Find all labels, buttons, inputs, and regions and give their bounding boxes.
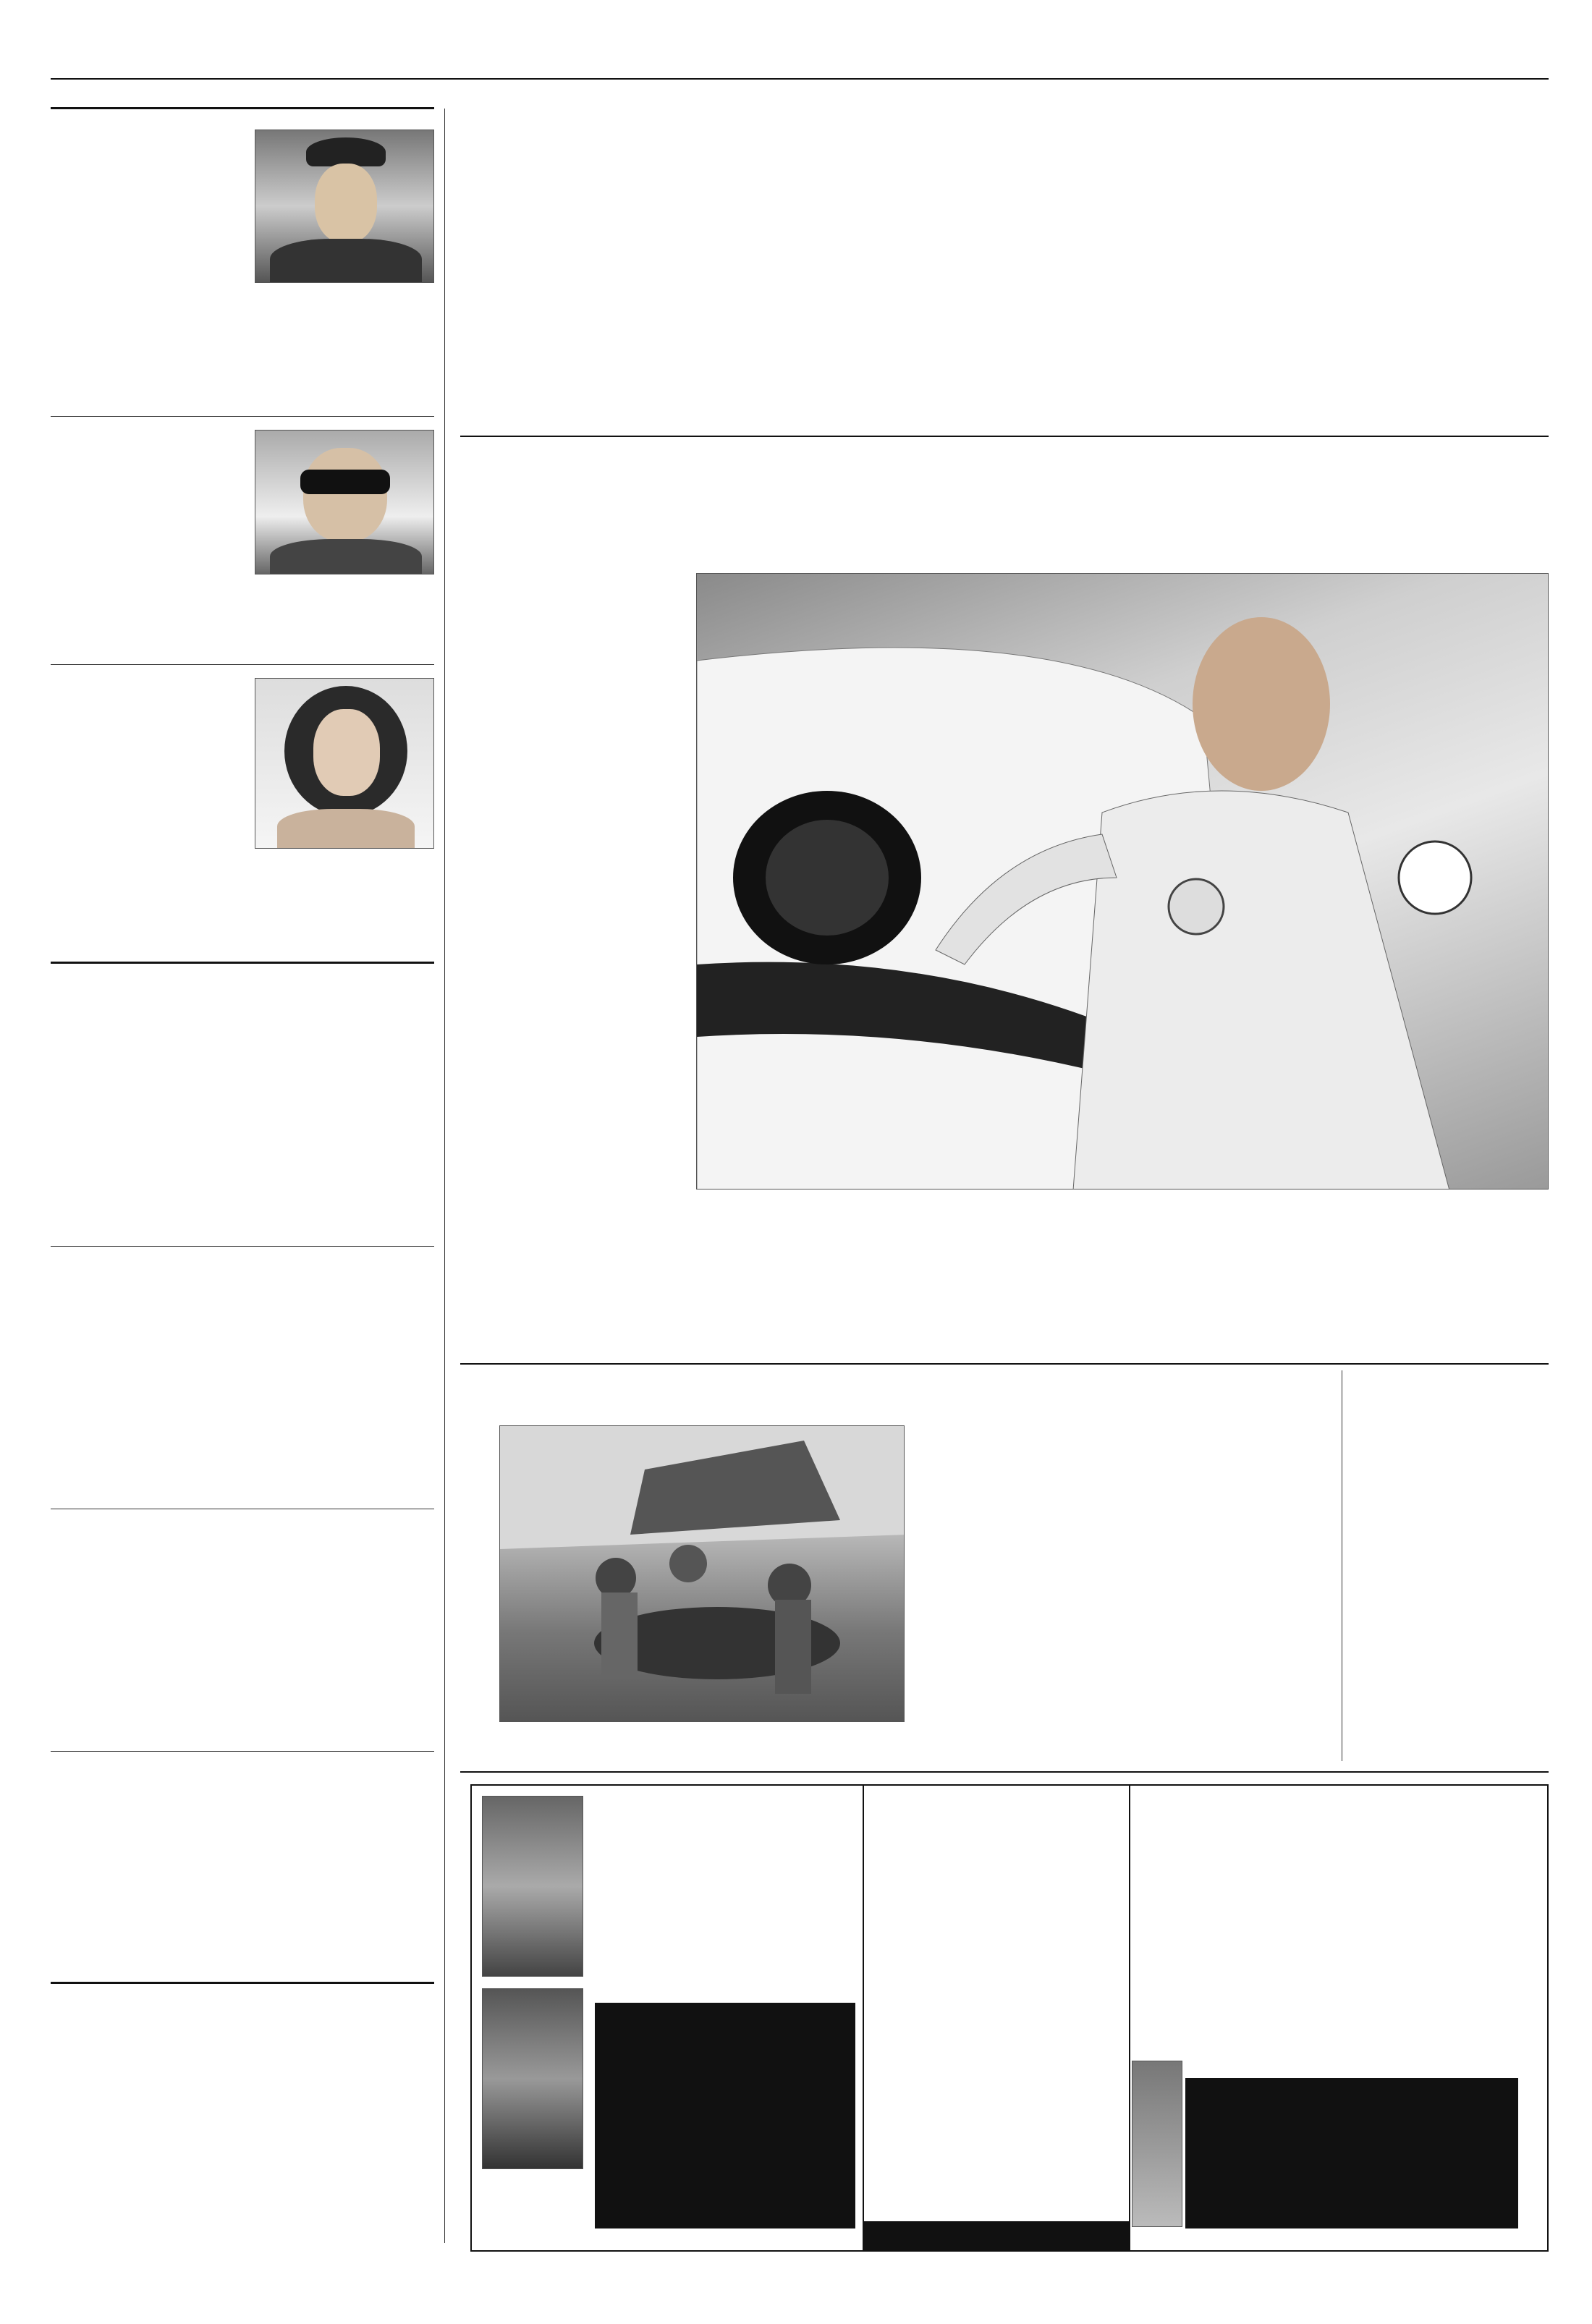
- pilot-suit: [1073, 791, 1449, 1189]
- earthquake-illustration: [500, 1426, 905, 1722]
- ad-website-link[interactable]: [864, 2221, 1129, 2250]
- pilot-head: [1193, 617, 1330, 791]
- king-albert-photo: [255, 130, 434, 283]
- ad-center-panel: [863, 1786, 1130, 2250]
- page-header: [51, 51, 1549, 80]
- stadtfest-ad[interactable]: [470, 1784, 1549, 2252]
- article-title: [51, 664, 434, 669]
- fossett-illustration: [697, 574, 1549, 1189]
- ad-program-box: [595, 2003, 855, 2228]
- article-title: [51, 1751, 434, 1756]
- steve-fossett-photo: [696, 573, 1549, 1189]
- lotto-results: [51, 1994, 434, 2088]
- article-title: [51, 1246, 434, 1251]
- earthquake-photo: [499, 1425, 905, 1722]
- ad-left-panel: [472, 1786, 863, 2250]
- singer-photo: [482, 1796, 583, 1977]
- column-divider: [444, 109, 445, 2243]
- air-intake-inner: [766, 820, 889, 936]
- band-photo: [482, 1988, 583, 2169]
- article-title: [51, 1509, 434, 1514]
- heino-photo: [255, 430, 434, 574]
- top-briefs: [460, 104, 1549, 437]
- ad-rule: [460, 1771, 1549, 1773]
- ad-framework-box: [1185, 2078, 1518, 2228]
- section-rule: [460, 1363, 1549, 1365]
- walking-acts-photo: [1132, 2061, 1182, 2227]
- chest-badge: [1169, 879, 1224, 934]
- article-title: [51, 416, 434, 421]
- cosma-shiva-hagen-photo: [255, 678, 434, 849]
- menschen-section: [51, 107, 434, 2088]
- ad-right-panel: [1132, 1786, 1547, 2250]
- mission-patch: [1399, 841, 1471, 914]
- section-heading: [51, 1982, 434, 1988]
- section-heading: [51, 107, 434, 114]
